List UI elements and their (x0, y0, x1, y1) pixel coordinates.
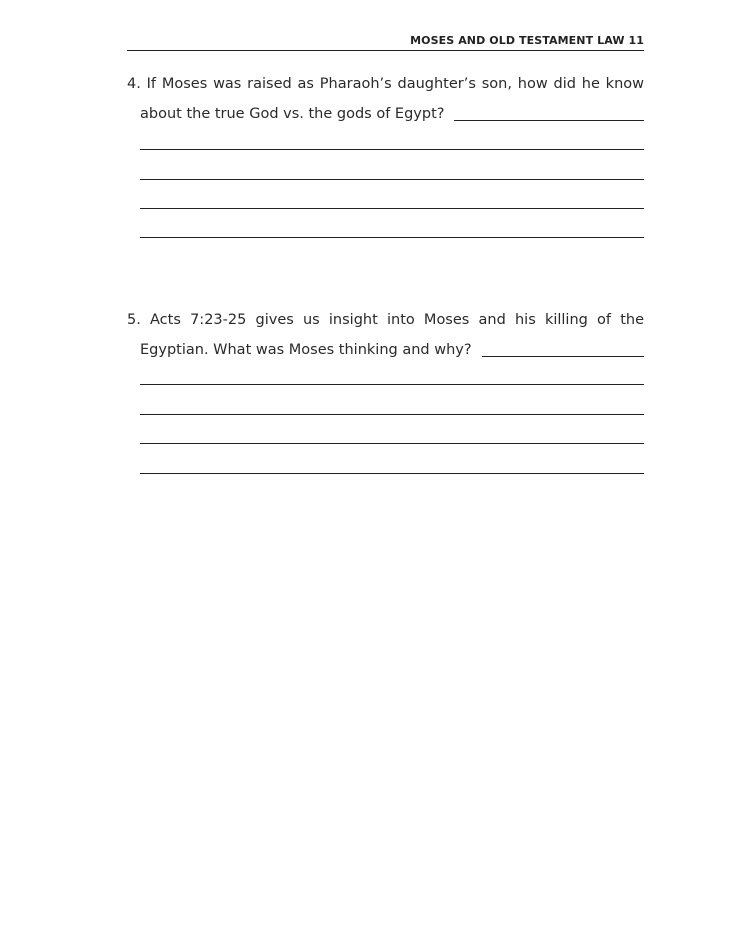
question-4-line-1: 4. If Moses was raised as Pharaoh’s daughter’s son, how did he know (127, 76, 644, 92)
answer-line[interactable] (140, 443, 644, 444)
answer-line[interactable] (140, 149, 644, 150)
question-5-line-2-text: Egyptian. What was Moses thinking and why? (140, 342, 472, 358)
answer-line[interactable] (140, 237, 644, 238)
answer-line[interactable] (140, 414, 644, 415)
question-4-line-2 (140, 104, 644, 124)
answer-line[interactable] (140, 384, 644, 385)
question-5-line-2 (140, 340, 644, 360)
answer-line[interactable] (140, 179, 644, 180)
answer-line[interactable] (140, 473, 644, 474)
answer-line[interactable] (140, 208, 644, 209)
answer-fill-line[interactable] (482, 355, 644, 357)
question-5-line-1: 5. Acts 7:23-25 gives us insight into Moses and his killing of the (127, 312, 644, 328)
header-title: MOSES AND OLD TESTAMENT LAW 11 (410, 34, 644, 47)
question-4-line-2-text: about the true God vs. the gods of Egypt? (140, 106, 445, 122)
answer-fill-line[interactable] (454, 119, 644, 121)
running-header (127, 34, 644, 51)
